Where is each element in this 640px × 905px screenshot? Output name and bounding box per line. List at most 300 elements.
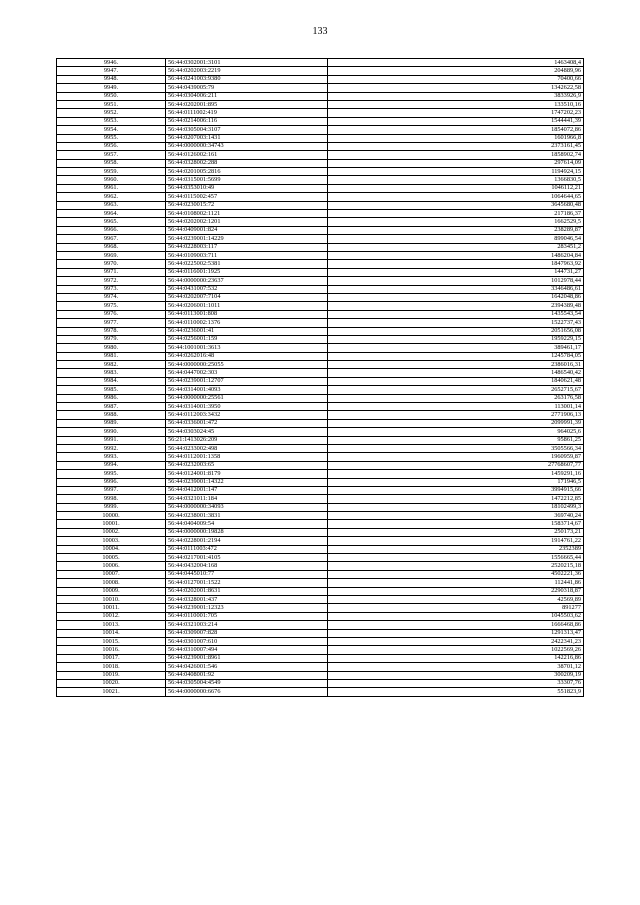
cadastral-number-cell: 56:44:0112003:3432: [166, 411, 328, 419]
table-row: [57, 67, 584, 75]
cadastral-value-cell: 3645680,48: [328, 201, 584, 209]
cadastral-number-cell: 56:44:0000000:34093: [166, 503, 328, 511]
table-row: [57, 100, 584, 108]
cadastral-number-cell: 56:44:0314001:3950: [166, 403, 328, 411]
row-number-cell: 9948.: [57, 75, 166, 83]
row-number-cell: 10000.: [57, 512, 166, 520]
table-row: [57, 377, 584, 385]
table-row: [57, 612, 584, 620]
cadastral-number-cell: 56:44:0207003:1431: [166, 134, 328, 142]
cadastral-number-cell: 56:44:0000000:19828: [166, 528, 328, 536]
cadastral-value-cell: 1858902,74: [328, 151, 584, 159]
row-number-cell: 9979.: [57, 335, 166, 343]
cadastral-value-cell: 297614,09: [328, 159, 584, 167]
cadastral-number-cell: 56:44:0115002:457: [166, 193, 328, 201]
row-number-cell: 10002.: [57, 528, 166, 536]
cadastral-value-cell: 238289,87: [328, 226, 584, 234]
cadastral-number-cell: 56:44:0408001:92: [166, 671, 328, 679]
row-number-cell: 10003.: [57, 537, 166, 545]
row-number-cell: 10006.: [57, 562, 166, 570]
cadastral-number-cell: 56:44:0239001:8961: [166, 654, 328, 662]
row-number-cell: 9998.: [57, 495, 166, 503]
cadastral-value-cell: 964025,6: [328, 428, 584, 436]
cadastral-value-cell: 70400,66: [328, 75, 584, 83]
cadastral-value-cell: 263176,58: [328, 394, 584, 402]
table-row: [57, 218, 584, 226]
cadastral-number-cell: 56:44:0113001:808: [166, 310, 328, 318]
cadastral-value-cell: 1840621,48: [328, 377, 584, 385]
cadastral-number-cell: 56:44:0228001:2194: [166, 537, 328, 545]
cadastral-number-cell: 56:44:0201005:2816: [166, 168, 328, 176]
table-row: [57, 369, 584, 377]
row-number-cell: 9961.: [57, 184, 166, 192]
table-row: [57, 596, 584, 604]
table-row: [57, 671, 584, 679]
cadastral-value-cell: 899046,54: [328, 235, 584, 243]
row-number-cell: 9980.: [57, 344, 166, 352]
table-row: [57, 302, 584, 310]
row-number-cell: 9982.: [57, 361, 166, 369]
cadastral-value-cell: 142216,86: [328, 654, 584, 662]
row-number-cell: 10015.: [57, 637, 166, 645]
row-number-cell: 10004.: [57, 545, 166, 553]
row-number-cell: 9985.: [57, 386, 166, 394]
row-number-cell: 9995.: [57, 470, 166, 478]
cadastral-number-cell: 56:44:0202002:1201: [166, 218, 328, 226]
cadastral-number-cell: 56:44:0236001:41: [166, 327, 328, 335]
cadastral-number-cell: 56:44:0239001:12707: [166, 377, 328, 385]
table-row: [57, 361, 584, 369]
cadastral-value-cell: 42569,89: [328, 596, 584, 604]
row-number-cell: 9956.: [57, 142, 166, 150]
cadastral-number-cell: 56:44:0000000:23637: [166, 277, 328, 285]
cadastral-value-cell: 1642048,86: [328, 293, 584, 301]
table-row: [57, 486, 584, 494]
row-number-cell: 10017.: [57, 654, 166, 662]
cadastral-value-cell: 1544441,39: [328, 117, 584, 125]
table-row: [57, 243, 584, 251]
table-row: [57, 495, 584, 503]
cadastral-value-cell: 1245784,05: [328, 352, 584, 360]
row-number-cell: 9977.: [57, 319, 166, 327]
cadastral-value-cell: 1486540,42: [328, 369, 584, 377]
cadastral-value-table: [56, 58, 584, 697]
cadastral-number-cell: 56:44:0228003:117: [166, 243, 328, 251]
row-number-cell: 9986.: [57, 394, 166, 402]
cadastral-value-cell: 1194924,15: [328, 168, 584, 176]
row-number-cell: 9951.: [57, 100, 166, 108]
cadastral-value-cell: 1847963,92: [328, 260, 584, 268]
table-row: [57, 411, 584, 419]
table-row: [57, 621, 584, 629]
row-number-cell: 9971.: [57, 268, 166, 276]
cadastral-value-cell: 2520215,18: [328, 562, 584, 570]
row-number-cell: 9963.: [57, 201, 166, 209]
cadastral-value-cell: 2352389: [328, 545, 584, 553]
table-row: [57, 461, 584, 469]
cadastral-number-cell: 56:44:0232003:65: [166, 461, 328, 469]
cadastral-value-cell: 551823,9: [328, 688, 584, 696]
row-number-cell: 10018.: [57, 663, 166, 671]
table-row: [57, 142, 584, 150]
table-row: [57, 260, 584, 268]
cadastral-value-cell: 144731,27: [328, 268, 584, 276]
cadastral-number-cell: 56:44:0110001:705: [166, 612, 328, 620]
table-row: [57, 268, 584, 276]
table-row: [57, 151, 584, 159]
cadastral-number-cell: 56:44:0301007:610: [166, 637, 328, 645]
row-number-cell: 9997.: [57, 486, 166, 494]
cadastral-value-cell: 171946,5: [328, 478, 584, 486]
table-row: [57, 562, 584, 570]
row-number-cell: 9981.: [57, 352, 166, 360]
cadastral-number-cell: 56:44:0111003:472: [166, 545, 328, 553]
table-row: [57, 319, 584, 327]
cadastral-number-cell: 56:44:0112001:1358: [166, 453, 328, 461]
table-row: [57, 335, 584, 343]
cadastral-value-cell: 1472212,85: [328, 495, 584, 503]
cadastral-number-cell: 56:44:0000000:6676: [166, 688, 328, 696]
cadastral-number-cell: 56:44:0000000:34743: [166, 142, 328, 150]
cadastral-value-cell: 1045503,62: [328, 612, 584, 620]
row-number-cell: 9989.: [57, 419, 166, 427]
table-row: [57, 503, 584, 511]
cadastral-number-cell: 56:44:0126002:161: [166, 151, 328, 159]
cadastral-value-cell: 283451,2: [328, 243, 584, 251]
cadastral-value-cell: 1366830,5: [328, 176, 584, 184]
cadastral-value-cell: 1046112,21: [328, 184, 584, 192]
cadastral-number-cell: 56:44:0353010:49: [166, 184, 328, 192]
table-row: [57, 444, 584, 452]
cadastral-number-cell: 56:44:0305004:4549: [166, 679, 328, 687]
cadastral-value-cell: 2099991,39: [328, 419, 584, 427]
row-number-cell: 10019.: [57, 671, 166, 679]
row-number-cell: 10012.: [57, 612, 166, 620]
table-row: [57, 520, 584, 528]
cadastral-number-cell: 56:44:0426001:546: [166, 663, 328, 671]
cadastral-value-cell: 38701,12: [328, 663, 584, 671]
row-number-cell: 9983.: [57, 369, 166, 377]
cadastral-value-cell: 1959229,15: [328, 335, 584, 343]
row-number-cell: 10007.: [57, 570, 166, 578]
row-number-cell: 10014.: [57, 629, 166, 637]
cadastral-value-cell: 1666468,86: [328, 621, 584, 629]
row-number-cell: 9959.: [57, 168, 166, 176]
cadastral-value-cell: 369740,24: [328, 512, 584, 520]
table-row: [57, 679, 584, 687]
row-number-cell: 9992.: [57, 444, 166, 452]
row-number-cell: 9968.: [57, 243, 166, 251]
cadastral-number-cell: 56:44:0314001:4093: [166, 386, 328, 394]
cadastral-number-cell: 56:44:0206001:1011: [166, 302, 328, 310]
row-number-cell: 10005.: [57, 554, 166, 562]
row-number-cell: 10008.: [57, 579, 166, 587]
table-row: [57, 159, 584, 167]
table-row: [57, 352, 584, 360]
table-row: [57, 293, 584, 301]
cadastral-number-cell: 56:44:0445010:77: [166, 570, 328, 578]
table-row: [57, 512, 584, 520]
cadastral-number-cell: 56:44:0214006:116: [166, 117, 328, 125]
table-row: [57, 327, 584, 335]
cadastral-number-cell: 56:44:0409001:824: [166, 226, 328, 234]
cadastral-value-cell: 1012978,44: [328, 277, 584, 285]
row-number-cell: 9993.: [57, 453, 166, 461]
table-row: [57, 59, 584, 67]
table-row: [57, 637, 584, 645]
table-row: [57, 386, 584, 394]
table-row: [57, 654, 584, 662]
cadastral-value-cell: 300209,19: [328, 671, 584, 679]
table-row: [57, 663, 584, 671]
cadastral-number-cell: 56:44:0111002:419: [166, 109, 328, 117]
row-number-cell: 9964.: [57, 210, 166, 218]
cadastral-number-cell: 56:44:0124001:8179: [166, 470, 328, 478]
row-number-cell: 9953.: [57, 117, 166, 125]
cadastral-value-cell: 217186,37: [328, 210, 584, 218]
row-number-cell: 9955.: [57, 134, 166, 142]
table-row: [57, 537, 584, 545]
cadastral-number-cell: 56:44:0305004:3107: [166, 126, 328, 134]
row-number-cell: 9978.: [57, 327, 166, 335]
cadastral-value-cell: 1747202,23: [328, 109, 584, 117]
cadastral-value-cell: 1022569,26: [328, 646, 584, 654]
cadastral-value-cell: 1064644,65: [328, 193, 584, 201]
table-row: [57, 470, 584, 478]
row-number-cell: 10009.: [57, 587, 166, 595]
cadastral-value-cell: 1342622,58: [328, 84, 584, 92]
cadastral-value-cell: 112441,86: [328, 579, 584, 587]
cadastral-value-cell: 2652715,67: [328, 386, 584, 394]
cadastral-number-cell: 56:44:0321003:214: [166, 621, 328, 629]
cadastral-number-cell: 56:44:0239001:12323: [166, 604, 328, 612]
cadastral-value-cell: 2373161,45: [328, 142, 584, 150]
cadastral-number-cell: 56:44:0309007:828: [166, 629, 328, 637]
row-number-cell: 9988.: [57, 411, 166, 419]
row-number-cell: 9960.: [57, 176, 166, 184]
table-row: [57, 436, 584, 444]
row-number-cell: 10021.: [57, 688, 166, 696]
table-row: [57, 545, 584, 553]
cadastral-number-cell: 56:44:0239001:14229: [166, 235, 328, 243]
row-number-cell: 9969.: [57, 251, 166, 259]
row-number-cell: 9966.: [57, 226, 166, 234]
cadastral-number-cell: 56:44:0109003:711: [166, 251, 328, 259]
cadastral-number-cell: 56:44:0127001:1522: [166, 579, 328, 587]
table-row: [57, 210, 584, 218]
cadastral-number-cell: 56:44:0202003:2219: [166, 67, 328, 75]
cadastral-number-cell: 56:44:0431007:532: [166, 285, 328, 293]
table-row: [57, 478, 584, 486]
row-number-cell: 9999.: [57, 503, 166, 511]
cadastral-number-cell: 56:44:0239001:14322: [166, 478, 328, 486]
cadastral-number-cell: 56:44:0230015:72: [166, 201, 328, 209]
cadastral-number-cell: 56:44:0304006:211: [166, 92, 328, 100]
cadastral-number-cell: 56:44:0321011:184: [166, 495, 328, 503]
cadastral-number-cell: 56:44:0202001:895: [166, 100, 328, 108]
cadastral-value-cell: 891277: [328, 604, 584, 612]
cadastral-value-cell: 2422341,23: [328, 637, 584, 645]
cadastral-number-cell: 56:44:0447002:303: [166, 369, 328, 377]
cadastral-value-cell: 3994915,66: [328, 486, 584, 494]
table-row: [57, 579, 584, 587]
row-number-cell: 9994.: [57, 461, 166, 469]
cadastral-number-cell: 56:44:0000000:25055: [166, 361, 328, 369]
cadastral-number-cell: 56:44:0328002:288: [166, 159, 328, 167]
cadastral-value-cell: 1291313,47: [328, 629, 584, 637]
cadastral-value-cell: 1914761,22: [328, 537, 584, 545]
cadastral-number-cell: 56:44:0262016:48: [166, 352, 328, 360]
row-number-cell: 9987.: [57, 403, 166, 411]
table-row: [57, 528, 584, 536]
row-number-cell: 9976.: [57, 310, 166, 318]
cadastral-number-cell: 56:44:1001001:3613: [166, 344, 328, 352]
cadastral-number-cell: 56:44:0303024:45: [166, 428, 328, 436]
cadastral-number-cell: 56:44:0202001:8631: [166, 587, 328, 595]
cadastral-number-cell: 56:44:0328001:437: [166, 596, 328, 604]
row-number-cell: 10016.: [57, 646, 166, 654]
row-number-cell: 9949.: [57, 84, 166, 92]
table-body: [57, 59, 584, 697]
row-number-cell: 9950.: [57, 92, 166, 100]
cadastral-value-cell: 4502221,36: [328, 570, 584, 578]
row-number-cell: 9972.: [57, 277, 166, 285]
cadastral-value-cell: 2386016,31: [328, 361, 584, 369]
row-number-cell: 9946.: [57, 59, 166, 67]
row-number-cell: 9954.: [57, 126, 166, 134]
row-number-cell: 9965.: [57, 218, 166, 226]
cadastral-number-cell: 56:44:0432004:168: [166, 562, 328, 570]
cadastral-value-cell: 1459291,16: [328, 470, 584, 478]
row-number-cell: 9984.: [57, 377, 166, 385]
table-row: [57, 344, 584, 352]
cadastral-number-cell: 56:44:0439005:79: [166, 84, 328, 92]
row-number-cell: 9990.: [57, 428, 166, 436]
cadastral-value-cell: 1854072,86: [328, 126, 584, 134]
table-row: [57, 310, 584, 318]
table-row: [57, 403, 584, 411]
table-row: [57, 570, 584, 578]
table-row: [57, 109, 584, 117]
cadastral-number-cell: 56:44:0238001:3831: [166, 512, 328, 520]
table-row: [57, 428, 584, 436]
cadastral-value-cell: 3346486,61: [328, 285, 584, 293]
row-number-cell: 9973.: [57, 285, 166, 293]
row-number-cell: 10011.: [57, 604, 166, 612]
row-number-cell: 9947.: [57, 67, 166, 75]
cadastral-number-cell: 56:44:0000000:25561: [166, 394, 328, 402]
table-row: [57, 176, 584, 184]
cadastral-value-cell: 1522737,43: [328, 319, 584, 327]
cadastral-number-cell: 56:44:0404009:54: [166, 520, 328, 528]
table-row: [57, 75, 584, 83]
row-number-cell: 9967.: [57, 235, 166, 243]
cadastral-number-cell: 56:44:0310007:494: [166, 646, 328, 654]
table-row: [57, 629, 584, 637]
cadastral-value-cell: 1662529,5: [328, 218, 584, 226]
cadastral-value-cell: 1601966,8: [328, 134, 584, 142]
cadastral-number-cell: 56:44:0412001:147: [166, 486, 328, 494]
cadastral-value-cell: 2394389,48: [328, 302, 584, 310]
cadastral-value-cell: 250173,21: [328, 528, 584, 536]
cadastral-value-cell: 1960959,87: [328, 453, 584, 461]
cadastral-number-cell: 56:44:0217001:4105: [166, 554, 328, 562]
cadastral-value-cell: 2051656,08: [328, 327, 584, 335]
row-number-cell: 9975.: [57, 302, 166, 310]
cadastral-number-cell: 56:44:0116001:1925: [166, 268, 328, 276]
table-row: [57, 134, 584, 142]
table-row: [57, 604, 584, 612]
table-row: [57, 235, 584, 243]
cadastral-value-cell: 27768607,77: [328, 461, 584, 469]
table-row: [57, 201, 584, 209]
table-row: [57, 419, 584, 427]
row-number-cell: 10001.: [57, 520, 166, 528]
table-row: [57, 688, 584, 696]
page-number: 133: [312, 26, 328, 37]
cadastral-value-cell: 95861,25: [328, 436, 584, 444]
table-row: [57, 184, 584, 192]
row-number-cell: 9952.: [57, 109, 166, 117]
row-number-cell: 10013.: [57, 621, 166, 629]
cadastral-value-cell: 1556665,44: [328, 554, 584, 562]
cadastral-number-cell: 56:44:0256001:159: [166, 335, 328, 343]
row-number-cell: 9958.: [57, 159, 166, 167]
cadastral-number-cell: 56:44:0233002:498: [166, 444, 328, 452]
cadastral-number-cell: 56:44:0110002:1376: [166, 319, 328, 327]
table-row: [57, 554, 584, 562]
table-row: [57, 168, 584, 176]
table-row: [57, 226, 584, 234]
cadastral-number-cell: 56:44:0302001:3101: [166, 59, 328, 67]
cadastral-value-cell: 33307,76: [328, 679, 584, 687]
cadastral-number-cell: 56:44:0225002:5381: [166, 260, 328, 268]
table-row: [57, 92, 584, 100]
table-row: [57, 117, 584, 125]
cadastral-value-cell: 3505566,34: [328, 444, 584, 452]
cadastral-value-cell: 2290318,87: [328, 587, 584, 595]
cadastral-number-cell: 56:44:0336001:472: [166, 419, 328, 427]
row-number-cell: 10010.: [57, 596, 166, 604]
cadastral-value-cell: 1435543,54: [328, 310, 584, 318]
table-row: [57, 277, 584, 285]
cadastral-number-cell: 56:44:0241003:9380: [166, 75, 328, 83]
table-row: [57, 587, 584, 595]
cadastral-number-cell: 56:44:0315001:5699: [166, 176, 328, 184]
cadastral-value-cell: 18102499,3: [328, 503, 584, 511]
cadastral-number-cell: 56:21:1413026:209: [166, 436, 328, 444]
row-number-cell: 9996.: [57, 478, 166, 486]
cadastral-value-cell: 113001,14: [328, 403, 584, 411]
cadastral-value-cell: 133510,16: [328, 100, 584, 108]
cadastral-value-cell: 3833926,9: [328, 92, 584, 100]
cadastral-value-cell: 2771906,13: [328, 411, 584, 419]
row-number-cell: 10020.: [57, 679, 166, 687]
cadastral-value-cell: 1583714,67: [328, 520, 584, 528]
table-row: [57, 394, 584, 402]
table-row: [57, 126, 584, 134]
table-row: [57, 84, 584, 92]
row-number-cell: 9991.: [57, 436, 166, 444]
cadastral-number-cell: 56:44:0108002:1121: [166, 210, 328, 218]
cadastral-value-cell: 389461,17: [328, 344, 584, 352]
table-row: [57, 453, 584, 461]
cadastral-value-cell: 204889,96: [328, 67, 584, 75]
cadastral-number-cell: 56:44:0202007:7104: [166, 293, 328, 301]
cadastral-value-cell: 1486204,84: [328, 251, 584, 259]
table-row: [57, 251, 584, 259]
row-number-cell: 9974.: [57, 293, 166, 301]
